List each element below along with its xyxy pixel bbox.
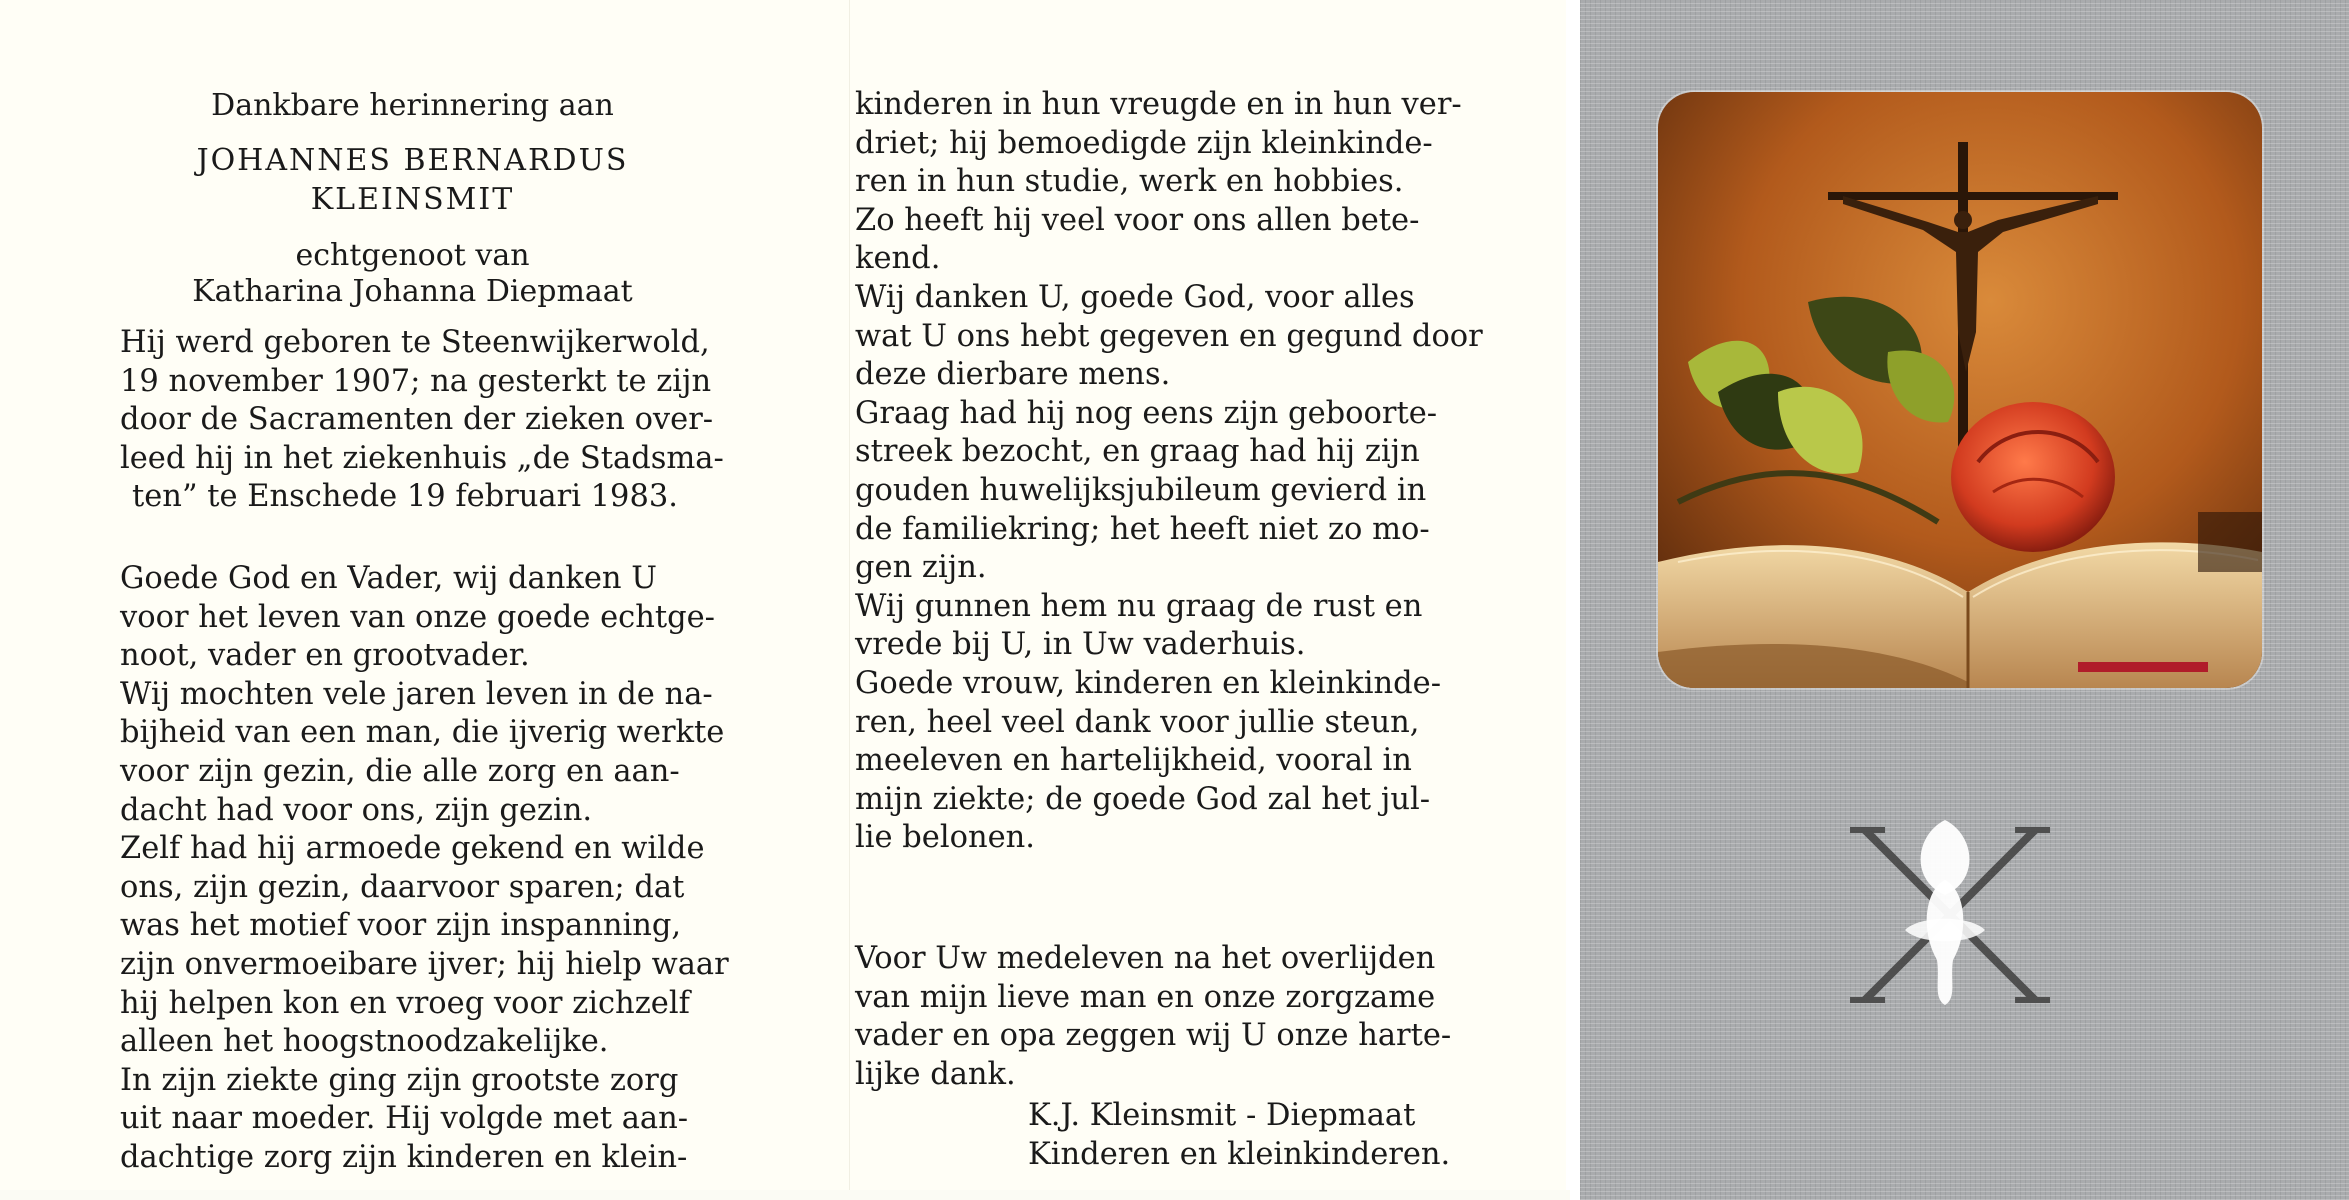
thanks-line: Voor Uw medeleven na het overlijden — [855, 941, 1436, 976]
signature-family: Kinderen en kleinkinderen. — [1028, 1137, 1451, 1172]
continued-line: Wij danken U, goede God, voor alles — [855, 279, 1415, 315]
prayer-line: voor het leven van onze goede echtge- — [120, 599, 715, 635]
continued-line: Wij gunnen hem nu graag de rust en — [855, 588, 1423, 624]
prayer-line: alleen het hoogstnoodzakelijke. — [120, 1024, 609, 1060]
bio-line: 19 november 1907; na gesterkt te zijn — [120, 363, 712, 399]
prayer-line: voor zijn gezin, die alle zorg en aan- — [120, 753, 680, 789]
bio-line: leed hij in het ziekenhuis „de Stadsma- — [120, 440, 724, 476]
continued-line: Goede vrouw, kinderen en kleinkinde- — [855, 665, 1441, 701]
crucifix-rose-bible-image — [1658, 92, 2262, 688]
continued-line: wat U ons hebt gegeven en gegund door — [855, 318, 1483, 354]
continued-line: kinderen in hun vreugde en in hun ver- — [855, 87, 1462, 122]
bio-line: ten” te Enschede 19 februari 1983. — [132, 479, 678, 515]
prayer-line: zijn onvermoeibare ijver; hij hielp waar — [120, 946, 729, 982]
continued-line: kend. — [855, 241, 941, 277]
continued-line: lie belonen. — [855, 820, 1035, 856]
continued-line: ren, heel veel dank voor jullie steun, — [855, 704, 1420, 740]
prayer-line: Goede God en Vader, wij danken U — [120, 561, 657, 596]
dedication-heading: Dankbare herinnering aan — [211, 88, 614, 123]
continued-line: deze dierbare mens. — [855, 357, 1171, 393]
prayer-line: uit naar moeder. Hij volgde met aan- — [120, 1101, 689, 1137]
card-edge — [1566, 0, 1580, 1200]
continued-line: gouden huwelijksjubileum gevierd in — [855, 472, 1427, 508]
thanks-paragraph — [855, 940, 1452, 1094]
continued-line: de familiekring; het heeft niet zo mo- — [855, 511, 1430, 547]
prayer-line: noot, vader en grootvader. — [120, 638, 530, 674]
continued-line: streek bezocht, en graag had hij zijn — [855, 434, 1420, 470]
bio-line: door de Sacramenten der zieken over- — [120, 402, 714, 438]
chi-rho-symbol-icon — [1845, 820, 2055, 1010]
prayer-line: hij helpen kon en vroeg voor zichzelf — [120, 985, 690, 1021]
continued-line: meeleven en hartelijkheid, vooral in — [855, 743, 1412, 779]
signature-block — [1028, 1096, 1450, 1174]
thanks-line: lijke dank. — [855, 1056, 1016, 1092]
prayer-line: dachtige zorg zijn kinderen en klein- — [120, 1139, 688, 1175]
prayer-line: bijheid van een man, die ijverig werkte — [120, 715, 725, 751]
deceased-name-line1: JOHANNES BERNARDUS — [196, 143, 629, 178]
bottom-edge — [0, 1190, 1570, 1200]
continued-line: ren in hun studie, werk en hobbies. — [855, 164, 1404, 200]
signature-name: K.J. Kleinsmit - Diepmaat — [1028, 1098, 1416, 1133]
thanks-line: van mijn lieve man en onze zorgzame — [855, 979, 1436, 1015]
bio-line: Hij werd geboren te Steenwijkerwold, — [120, 325, 710, 360]
continued-text — [855, 86, 1483, 858]
prayer-line: ons, zijn gezin, daarvoor sparen; dat — [120, 869, 685, 905]
spouse-label: echtgenoot van — [295, 238, 530, 273]
deceased-name-line2: KLEINSMIT — [310, 182, 515, 217]
continued-line: vrede bij U, in Uw vaderhuis. — [855, 627, 1306, 663]
prayer-line: dacht had voor ons, zijn gezin. — [120, 792, 593, 828]
cover-panel — [1580, 0, 2349, 1200]
continued-line: Zo heeft hij veel voor ons allen bete- — [855, 202, 1420, 238]
continued-line: Graag had hij nog eens zijn geboorte- — [855, 395, 1438, 431]
prayer-line: was het motief voor zijn inspanning, — [120, 908, 682, 944]
continued-line: mijn ziekte; de goede God zal het jul- — [855, 781, 1431, 817]
continued-line: driet; hij bemoedigde zijn kleinkinde- — [855, 125, 1433, 161]
thanks-line: vader en opa zeggen wij U onze harte- — [855, 1018, 1452, 1054]
prayer-line: Zelf had hij armoede gekend en wilde — [120, 831, 705, 867]
biography-paragraph — [120, 324, 724, 517]
prayer-line: Wij mochten vele jaren leven in de na- — [120, 676, 713, 712]
cover-photo — [1658, 92, 2262, 688]
prayer-line: In zijn ziekte ging zijn grootste zorg — [120, 1062, 679, 1098]
continued-line: gen zijn. — [855, 550, 987, 586]
spouse-name: Katharina Johanna Diepmaat — [192, 274, 633, 309]
prayer-text — [120, 560, 729, 1178]
